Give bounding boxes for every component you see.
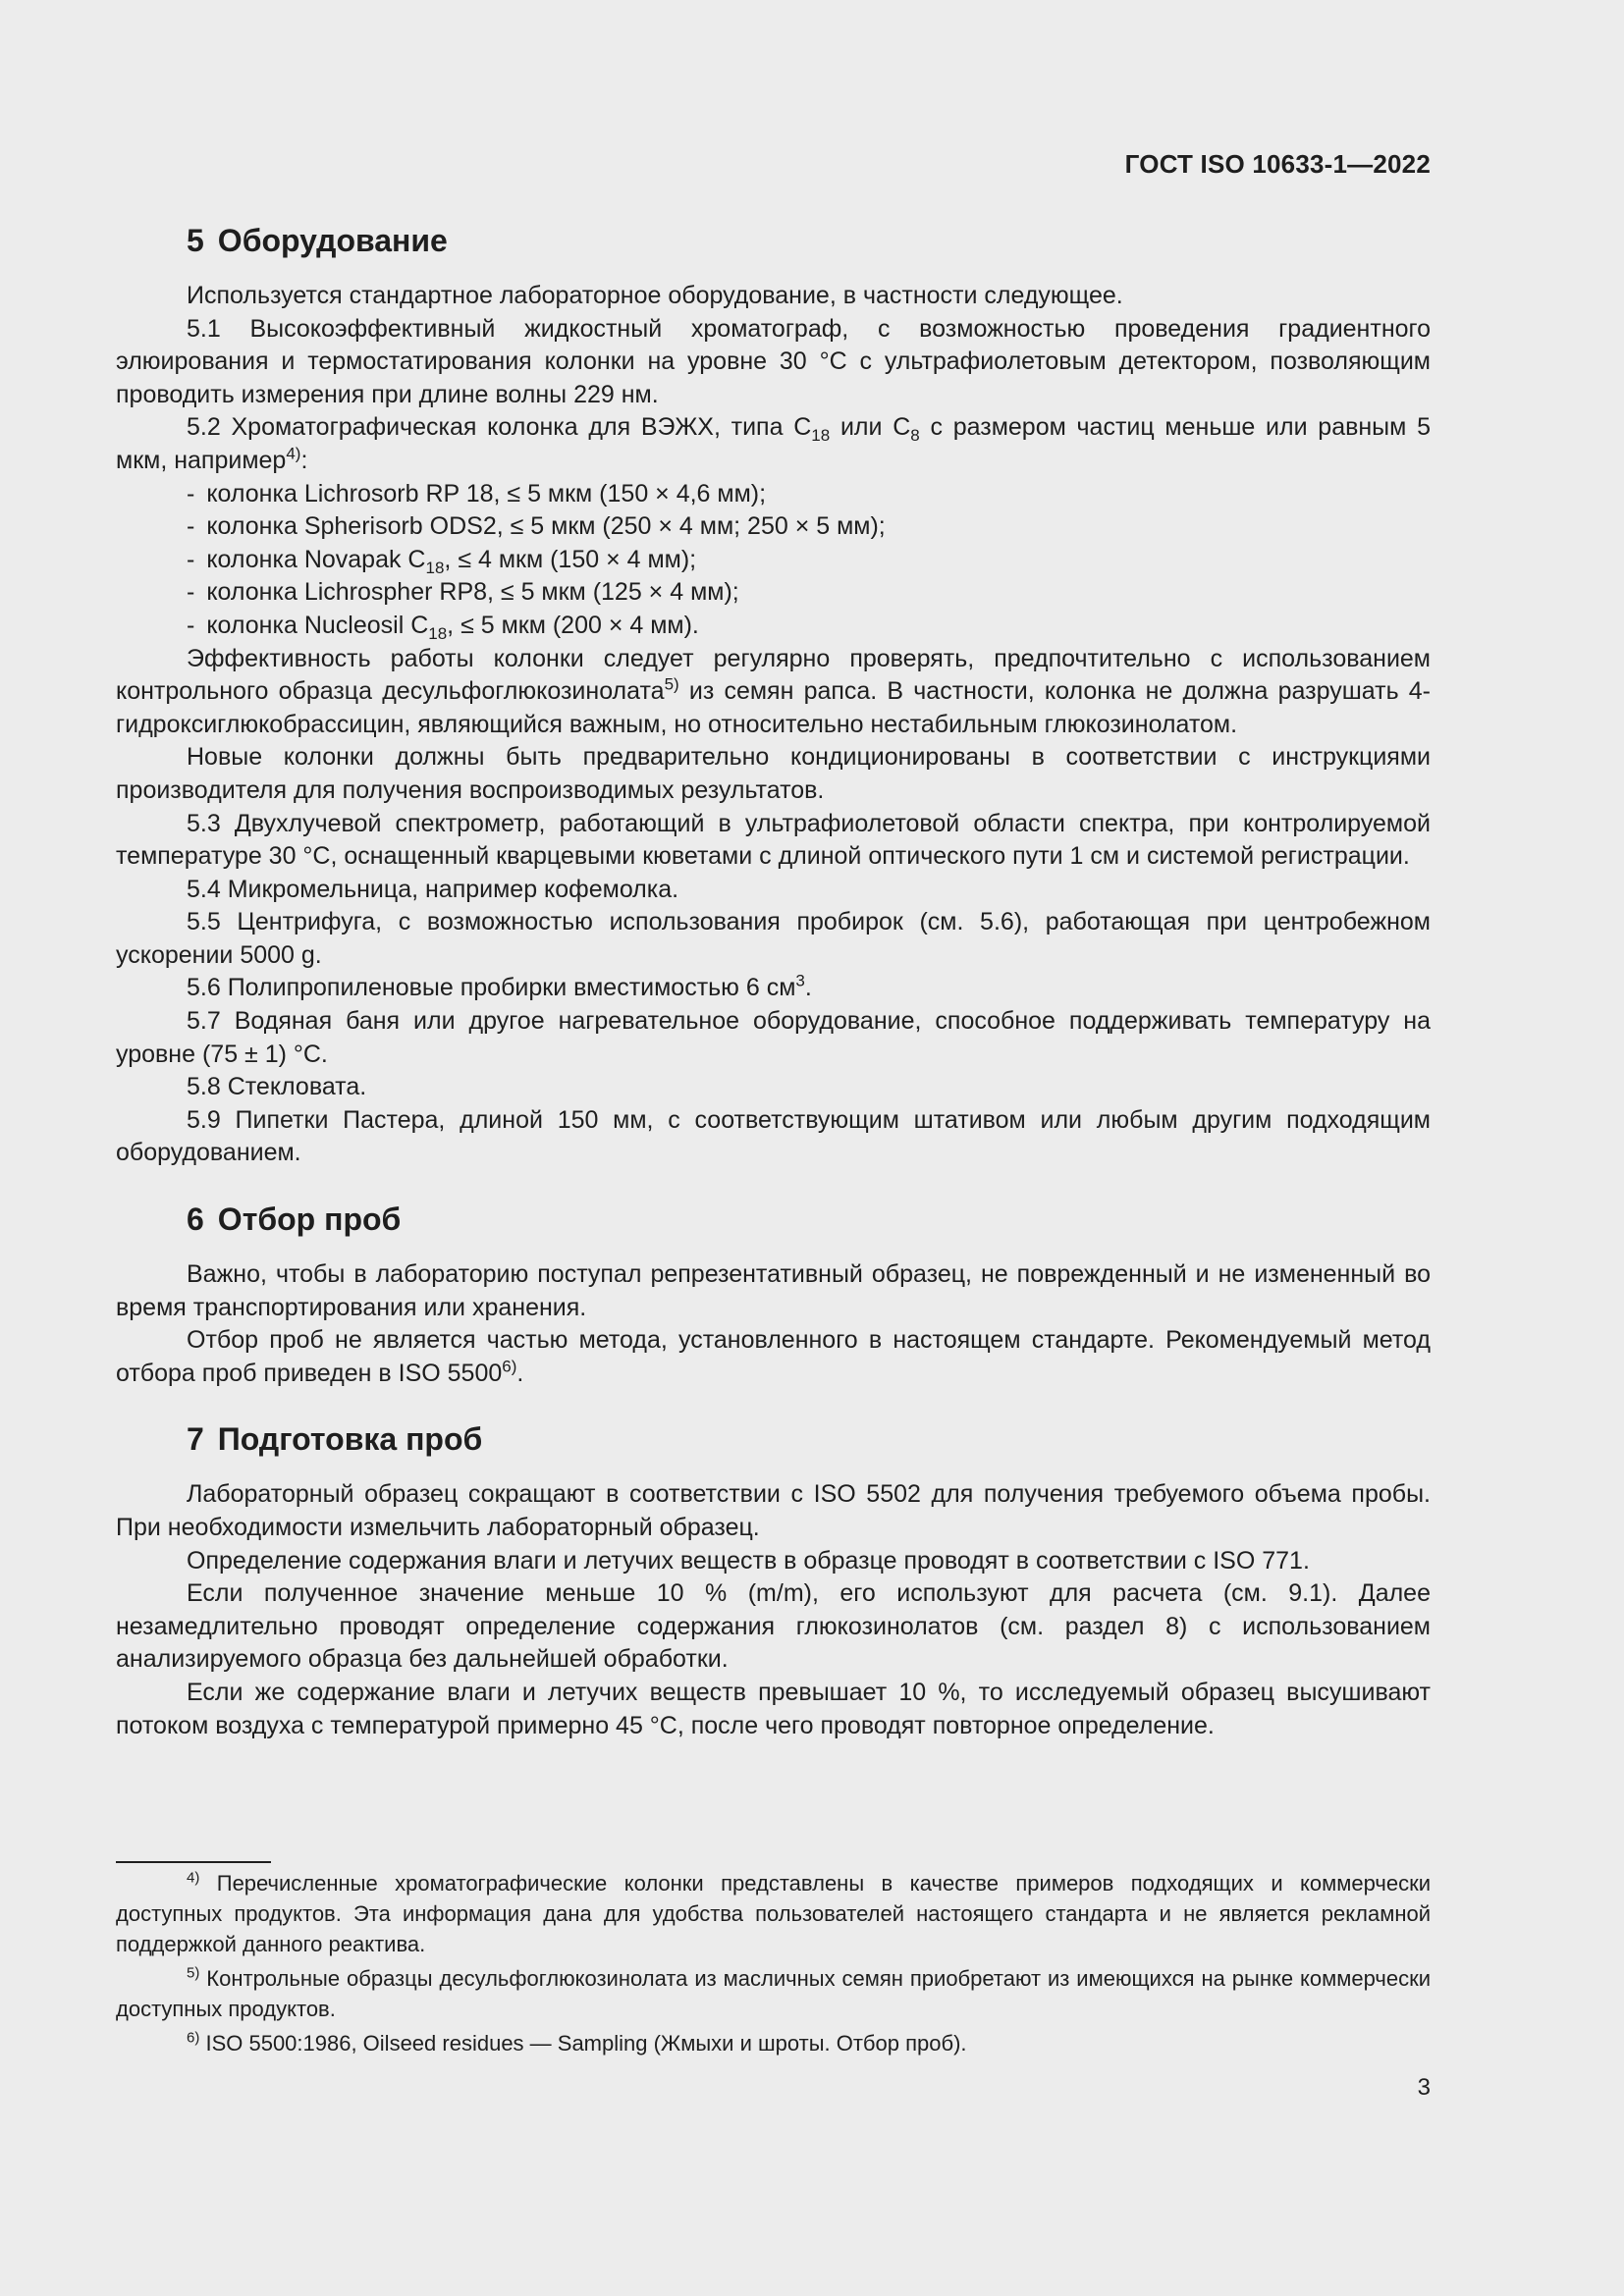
section-5-heading — [187, 221, 1431, 260]
footnote-text: ISO 5500:1986, Oilseed residues — Sampling (Жмыхи и шроты. Отбор проб). — [199, 2031, 967, 2056]
subscript: 18 — [811, 426, 831, 446]
paragraph: Определение содержания влаги и летучих веществ в образце проводят в соответствии с ISO 771. — [187, 1546, 1310, 1575]
paragraph: Если полученное значение меньше 10 % (m/m), его используют для расчета (см. 9.1). Далее незамедлительно проводят определение содержания глюкозинолатов (см. раздел 8) с использованием анализируемого образца без дальнейшей обработки. — [116, 1579, 1431, 1674]
footnotes — [116, 1868, 1431, 2062]
section-title: Подготовка проб — [217, 1421, 483, 1458]
section-title: Отбор проб — [217, 1201, 402, 1238]
footnote-text: Контрольные образцы десульфоглюкозинолата из масличных семян приобретают из имеющихся на рынке коммерчески доступных продуктов. — [116, 1966, 1431, 2021]
section-number: 6 — [187, 1201, 204, 1238]
dash-bullet: - — [187, 611, 195, 639]
document-header: ГОСТ ISO 10633-1—2022 — [1124, 149, 1431, 179]
text-run: с размером частиц меньше или равным 5 мкм, например — [116, 413, 1431, 474]
text-run: . — [516, 1359, 524, 1387]
text-run: или C — [830, 413, 911, 442]
footnote-marker: 6) — [187, 2029, 200, 2047]
footnote-text: Перечисленные хроматографические колонки представлены в качестве примеров подходящих и коммерчески доступных продуктов. Эта информация дана для удобства пользователей настоящего стандарта и не является рекламной поддержкой данного реактива. — [116, 1871, 1431, 1956]
list-item-text: колонка Nucleosil C — [206, 611, 429, 639]
column-list — [116, 478, 1431, 643]
section-7 — [116, 1419, 1431, 1742]
paragraph — [116, 1324, 1431, 1390]
subscript: 18 — [425, 558, 445, 577]
paragraph: Новые колонки должны быть предварительно кондиционированы в соответствии с инструкциями производителя для получения воспроизводимых результатов. — [116, 743, 1431, 804]
subscript: 18 — [428, 623, 448, 643]
footnote-ref: 4) — [286, 444, 301, 463]
text-run: из семян рапса. В частности, колонка не должна разрушать 4-гидроксиглюкобрассицин, являющийся важным, но относительно нестабильным глюкозинолатом. — [116, 677, 1431, 738]
list-item-text: колонка Novapak C — [206, 545, 426, 573]
page-number: 3 — [1417, 2074, 1431, 2101]
dash-bullet: - — [187, 479, 195, 507]
paragraph: Лабораторный образец сокращают в соответствии с ISO 5502 для получения требуемого объема пробы. При необходимости измельчить лабораторный образец. — [116, 1480, 1431, 1541]
section-title: Оборудование — [217, 223, 448, 258]
text-run: Отбор проб не является частью метода, установленного в настоящем стандарте. Рекомендуемый метод отбора проб приведен в ISO 5500 — [116, 1326, 1431, 1387]
paragraph-5-8: 5.8 Стекловата. — [187, 1073, 367, 1101]
paragraph-5-6 — [116, 972, 1431, 1005]
paragraph-5-2 — [116, 411, 1431, 477]
paragraph-5-7: 5.7 Водяная баня или другое нагревательное оборудование, способное поддерживать температуру на уровне (75 ± 1) °C. — [116, 1007, 1431, 1068]
text-run: 5.6 Полипропиленовые пробирки вместимостью 6 см — [187, 974, 796, 1002]
list-item — [116, 544, 1431, 577]
main-content — [116, 221, 1431, 1742]
list-item — [116, 576, 1431, 610]
list-item-text: колонка Lichrospher RP8, ≤ 5 мкм (125 × 4 мм); — [206, 578, 739, 607]
dash-bullet: - — [187, 512, 195, 541]
list-item — [116, 478, 1431, 511]
paragraph-5-1: 5.1 Высокоэффективный жидкостный хроматограф, с возможностью проведения градиентного элюирования и термостатирования колонки на уровне 30 °C с ультрафиолетовым детектором, позволяющим проводить измерения при длине волны 229 нм. — [116, 314, 1431, 408]
footnote-4 — [116, 1868, 1431, 1959]
footnote-6 — [116, 2028, 1431, 2058]
footnote-5 — [116, 1963, 1431, 2024]
subscript: 8 — [910, 426, 920, 446]
section-6 — [116, 1200, 1431, 1390]
footnote-divider — [116, 1861, 271, 1863]
list-item-text: , ≤ 5 мкм (200 × 4 мм). — [447, 611, 699, 639]
list-item-text: , ≤ 4 мкм (150 × 4 мм); — [444, 545, 697, 573]
footnote-ref: 6) — [502, 1357, 517, 1376]
dash-bullet: - — [187, 578, 195, 607]
paragraph: Используется стандартное лабораторное оборудование, в частности следующее. — [187, 282, 1123, 309]
paragraph-5-5: 5.5 Центрифуга, с возможностью использования пробирок (см. 5.6), работающая при центробежном ускорении 5000 g. — [116, 908, 1431, 969]
paragraph: Важно, чтобы в лабораторию поступал репрезентативный образец, не поврежденный и не измененный во время транспортирования или хранения. — [116, 1260, 1431, 1321]
section-number: 5 — [187, 223, 204, 258]
dash-bullet: - — [187, 545, 195, 573]
paragraph — [116, 643, 1431, 742]
list-item-text: колонка Spherisorb ODS2, ≤ 5 мкм (250 × 4 мм; 250 × 5 мм); — [206, 512, 886, 541]
paragraph-5-3: 5.3 Двухлучевой спектрометр, работающий в ультрафиолетовой области спектра, при контролируемой температуре 30 °C, оснащенный кварцевыми кюветами с длиной оптического пути 1 см и системой регистрации. — [116, 809, 1431, 871]
list-item — [116, 510, 1431, 544]
section-number: 7 — [187, 1421, 204, 1458]
superscript: 3 — [795, 972, 805, 991]
text-run: Эффективность работы колонки следует регулярно проверять, предпочтительно с использованием контрольного образца десульфоглюкозинолата — [116, 644, 1431, 706]
paragraph-5-4: 5.4 Микромельница, например кофемолка. — [187, 875, 679, 903]
paragraph: Если же содержание влаги и летучих веществ превышает 10 %, то исследуемый образец высушивают потоком воздуха с температурой примерно 45 °C, после чего проводят повторное определение. — [116, 1678, 1431, 1739]
section-7-heading — [187, 1419, 1431, 1459]
text-run: : — [300, 446, 308, 474]
text-run: 5.2 Хроматографическая колонка для ВЭЖХ, типа C — [187, 413, 812, 442]
paragraph-5-9: 5.9 Пипетки Пастера, длиной 150 мм, с соответствующим штативом или любым другим подходящим оборудованием. — [116, 1105, 1431, 1167]
list-item — [116, 610, 1431, 643]
footnote-ref: 5) — [664, 674, 679, 694]
text-run: . — [804, 974, 812, 1002]
footnote-marker: 5) — [187, 1964, 200, 1982]
section-6-heading — [187, 1200, 1431, 1239]
list-item-text: колонка Lichrosorb RP 18, ≤ 5 мкм (150 × 4,6 мм); — [206, 479, 767, 507]
footnote-marker: 4) — [187, 1869, 200, 1887]
